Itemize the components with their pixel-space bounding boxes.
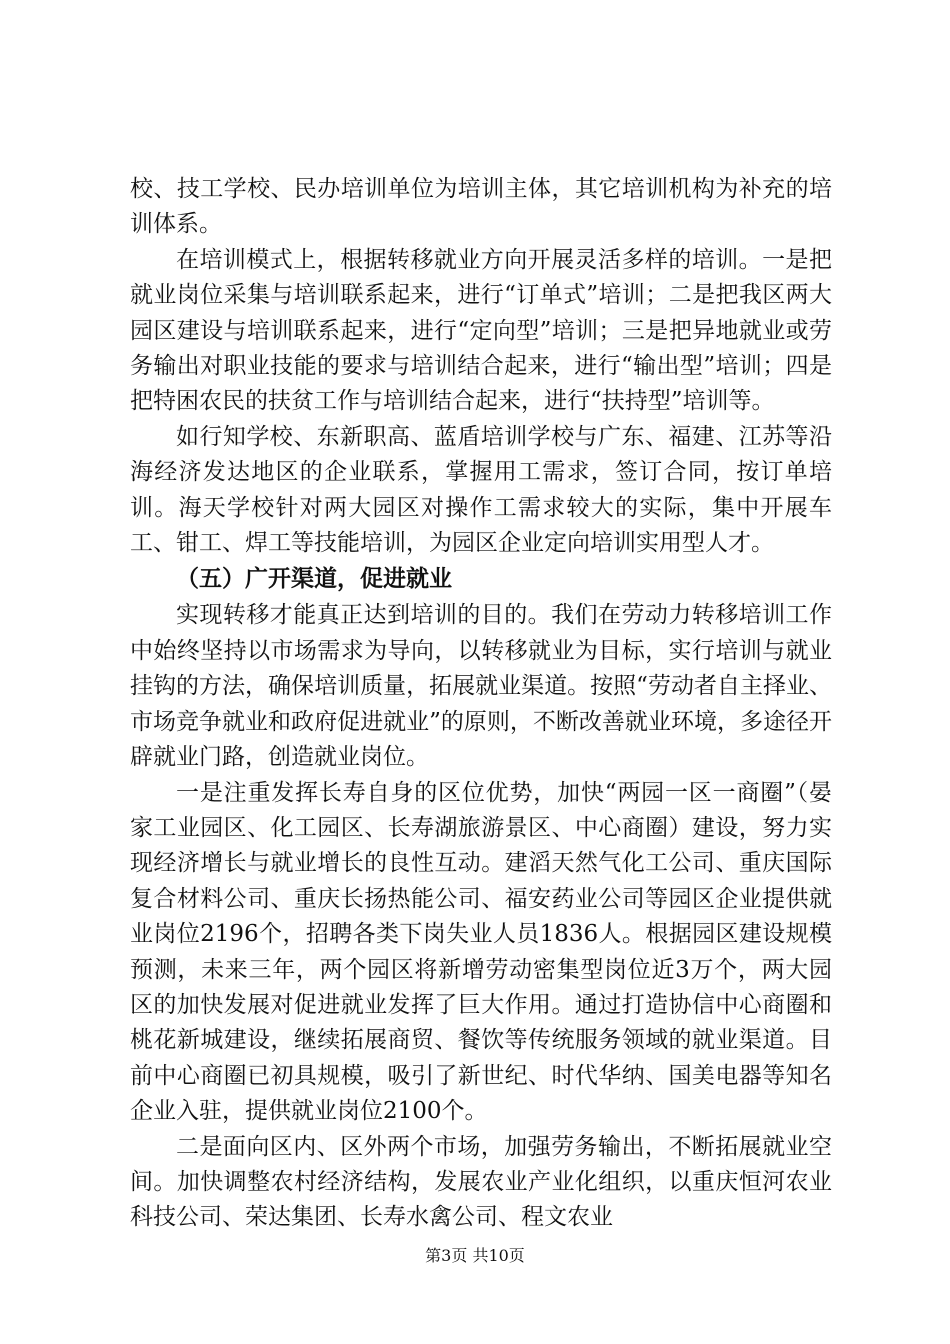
paragraph-4: 实现转移才能真正达到培训的目的。我们在劳动力转移培训工作中始终坚持以市场需求为导向，以转移就业为目标，实行培训与就业挂钩的方法，确保培训质量，拓展就业渠道。按照“劳动者自主择业、市场竞争就业和政府促进就业”的原则，不断改善就业环境，多途径开辟就业门路，创造就业岗位。 xyxy=(130,602,832,771)
paragraph-1: 校、技工学校、民办培训单位为培训主体，其它培训机构为补充的培训体系。 xyxy=(130,176,832,238)
paragraph-2: 在培训模式上，根据转移就业方向开展灵活多样的培训。一是把就业岗位采集与培训联系起来，进行“订单式”培训；二是把我区两大园区建设与培训联系起来，进行“定向型”培训；三是把异地就业或劳务输出对职业技能的要求与培训结合起来，进行“输出型”培训；四是把特困农民的扶贫工作与培训结合起来，进行“扶持型”培训等。 xyxy=(130,246,832,415)
page-number-footer: 第3页 共10页 xyxy=(425,1246,525,1265)
paragraph-5: 一是注重发挥长寿自身的区位优势，加快“两园一区一商圈”（晏家工业园区、化工园区、长寿湖旅游景区、中心商圈）建设，努力实现经济增长与就业增长的良性互动。建滔天然气化工公司、重庆国际复合材料公司、重庆长扬热能公司、福安药业公司等园区企业提供就业岗位2196个，招聘各类下岗失业人员1836人。根据园区建设规模预测，未来三年，两个园区将新增劳动密集型岗位近3万个，两大园区的加快发展对促进就业发挥了巨大作用。通过打造协信中心商圈和桃花新城建设，继续拓展商贸、餐饮等传统服务领域的就业渠道。目前中心商圈已初具规模，吸引了新世纪、时代华纳、国美电器等知名企业入驻，提供就业岗位2100个。 xyxy=(130,779,832,1125)
paragraph-6: 二是面向区内、区外两个市场，加强劳务输出，不断拓展就业空间。加快调整农村经济结构，发展农业产业化组织，以重庆恒河农业科技公司、荣达集团、长寿水禽公司、程文农业 xyxy=(130,1133,832,1231)
section-heading: （五）广开渠道，促进就业 xyxy=(176,566,452,593)
document-body xyxy=(130,172,832,1236)
paragraph-3: 如行知学校、东新职高、蓝盾培训学校与广东、福建、江苏等沿海经济发达地区的企业联系，掌握用工需求，签订合同，按订单培训。海天学校针对两大园区对操作工需求较大的实际，集中开展车工、钳工、焊工等技能培训，为园区企业定向培训实用型人才。 xyxy=(130,423,832,557)
